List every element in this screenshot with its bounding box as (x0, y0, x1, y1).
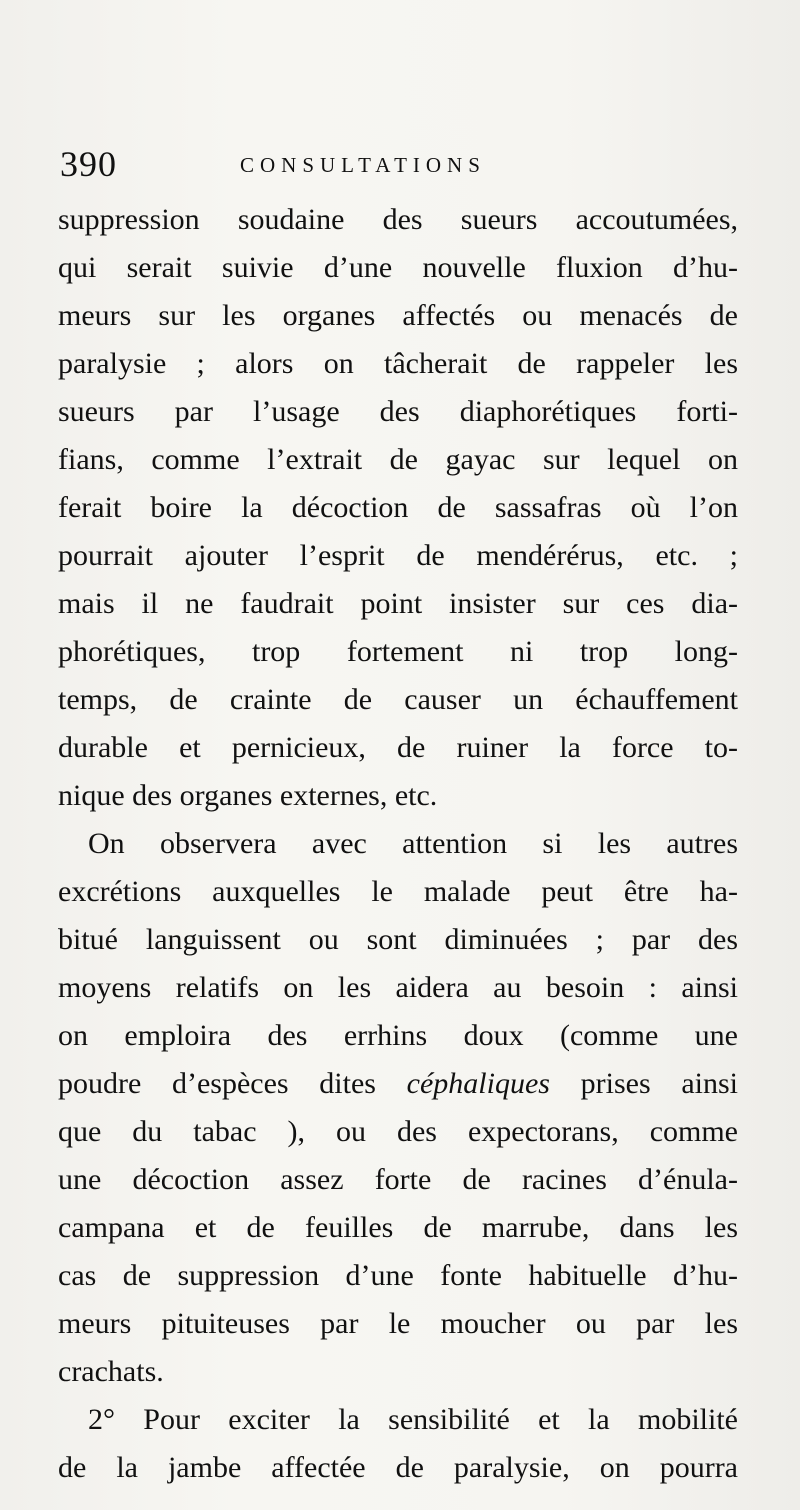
text-line: une décoction assez forte de racines d’énula- (58, 1163, 738, 1196)
text-line: de la jambe affectée de paralysie, on pourra (58, 1451, 738, 1484)
text-line: meurs sur les organes affectés ou menacés de (58, 299, 738, 332)
text-line: sueurs par l’usage des diaphorétiques forti- (58, 395, 738, 428)
text-line: nique des organes externes, etc. (58, 779, 438, 812)
text-line: fians, comme l’extrait de gayac sur lequel on (58, 443, 738, 476)
text-line-mixed (58, 1067, 738, 1115)
text-segment: poudre d’espèces dites (58, 1067, 376, 1100)
text-line: bitué languissent ou sont diminuées ; par des (58, 923, 738, 956)
text-line: crachats. (58, 1355, 164, 1388)
text-line: excrétions auxquelles le malade peut être ha- (58, 875, 738, 908)
text-line: campana et de feuilles de marrube, dans les (58, 1211, 738, 1244)
text-line: pourrait ajouter l’esprit de mendérérus, etc. ; (58, 539, 738, 572)
text-line: phorétiques, trop fortement ni trop long- (58, 635, 738, 668)
page-number: 390 (60, 144, 117, 184)
text-line: paralysie ; alors on tâcherait de rappeler les (58, 347, 738, 380)
text-line: que du tabac ), ou des expectorans, comme (58, 1115, 738, 1148)
text-line: qui serait suivie d’une nouvelle fluxion d’hu- (58, 251, 738, 284)
text-line: meurs pituiteuses par le moucher ou par les (58, 1307, 738, 1340)
page-header (60, 143, 750, 183)
italic-term: céphaliques (406, 1067, 550, 1100)
running-head: CONSULTATIONS (240, 153, 486, 177)
text-segment: prises ainsi (580, 1067, 739, 1100)
text-line: suppression soudaine des sueurs accoutumées, (58, 203, 738, 236)
text-line: On observera avec attention si les autres (88, 827, 738, 860)
text-line: durable et pernicieux, de ruiner la force to- (58, 731, 738, 764)
text-line: cas de suppression d’une fonte habituelle d’hu- (58, 1259, 738, 1292)
text-line: ferait boire la décoction de sassafras où l’on (58, 491, 738, 524)
text-line: moyens relatifs on les aidera au besoin : ainsi (58, 971, 738, 1004)
text-line: on emploira des errhins doux (comme une (58, 1019, 738, 1052)
text-line: mais il ne faudrait point insister sur ces dia- (58, 587, 738, 620)
text-line: 2° Pour exciter la sensibilité et la mobilité (88, 1403, 738, 1436)
text-line: temps, de crainte de causer un échauffement (58, 683, 738, 716)
